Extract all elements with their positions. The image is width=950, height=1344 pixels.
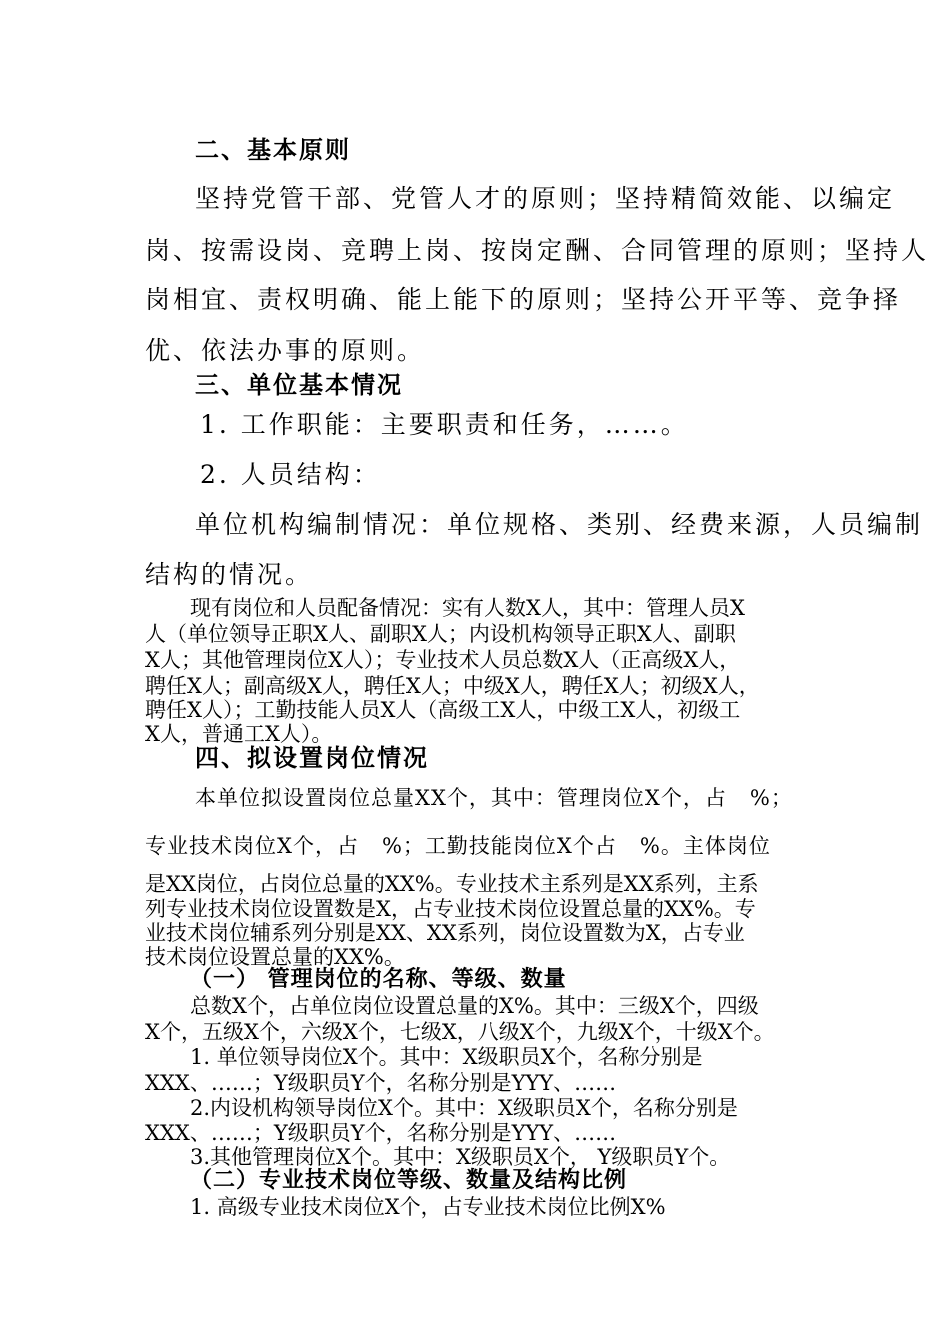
paragraph-line: 技术岗位设置总量的XX%。 [145, 945, 405, 969]
paragraph-line: XXX、……；Y级职员Y个，名称分别是YYY、…… [145, 1071, 617, 1095]
paragraph-line: 聘任X人；副高级X人，聘任X人；中级X人，聘任X人；初级X人， [145, 674, 760, 698]
paragraph-line: 岗、按需设岗、竞聘上岗、按岗定酬、合同管理的原则；坚持人 [145, 236, 930, 265]
paragraph-line: 聘任X人）；工勤技能人员X人（高级工X人，中级工X人，初级工 [145, 698, 741, 722]
paragraph-line: 坚持党管干部、党管人才的原则；坚持精简效能、以编定 [195, 184, 896, 213]
paragraph-line: 专业技术岗位X个，占 %；工勤技能岗位X个占 %。主体岗位 [145, 834, 771, 858]
list-item: 2. 人员结构： [200, 460, 381, 489]
list-item: 3.其他管理岗位X个。其中：X级职员X个， Y级职员Y个。 [190, 1145, 731, 1169]
paragraph-line: XXX、……；Y级职员Y个，名称分别是YYY、…… [145, 1121, 617, 1145]
list-item: 1. 工作职能：主要职责和任务，……。 [200, 410, 689, 439]
paragraph-line: X个，五级X个，六级X个，七级X，八级X个，九级X个，十级X个。 [145, 1020, 775, 1044]
paragraph-line: 列专业技术岗位设置数是X，占专业技术岗位设置总量的XX%。专 [145, 897, 756, 921]
paragraph-line: X人，普通工X人）。 [145, 722, 333, 746]
paragraph-line: 业技术岗位辅系列分别是XX、XX系列，岗位设置数为X，占专业 [145, 921, 745, 945]
paragraph-line: 本单位拟设置岗位总量XX个，其中：管理岗位X个，占 %； [195, 786, 793, 810]
paragraph-line: 结构的情况。 [145, 560, 314, 589]
list-item: 1. 单位领导岗位X个。其中：X级职员X个，名称分别是 [190, 1045, 703, 1069]
paragraph-line: 现有岗位和人员配备情况：实有人数X人，其中：管理人员X [190, 596, 745, 620]
paragraph-line: 总数X个，占单位岗位设置总量的X%。其中：三级X个，四级 [190, 994, 759, 1018]
paragraph-line: 优、依法办事的原则。 [145, 336, 426, 365]
paragraph-line: 单位机构编制情况：单位规格、类别、经费来源，人员编制 [195, 510, 924, 539]
list-item: 1. 高级专业技术岗位X个，占专业技术岗位比例X% [190, 1195, 666, 1219]
paragraph-line: 人（单位领导正职X人、副职X人；内设机构领导正职X人、副职 [145, 622, 736, 646]
paragraph-line: X人；其他管理岗位X人）；专业技术人员总数X人（正高级X人， [145, 648, 741, 672]
paragraph-line: 是XX岗位，占岗位总量的XX%。专业技术主系列是XX系列，主系 [145, 872, 759, 896]
heading-planned-posts: 四、拟设置岗位情况 [195, 744, 429, 772]
heading-management-posts: （一） 管理岗位的名称、等级、数量 [190, 967, 567, 992]
heading-unit-basic-situation: 三、单位基本情况 [195, 371, 403, 399]
list-item: 2.内设机构领导岗位X个。其中：X级职员X个，名称分别是 [190, 1096, 738, 1120]
paragraph-line: 岗相宜、责权明确、能上能下的原则；坚持公开平等、竞争择 [145, 285, 902, 314]
heading-technical-posts: （二）专业技术岗位等级、数量及结构比例 [190, 1168, 628, 1193]
heading-basic-principles: 二、基本原则 [195, 136, 351, 164]
